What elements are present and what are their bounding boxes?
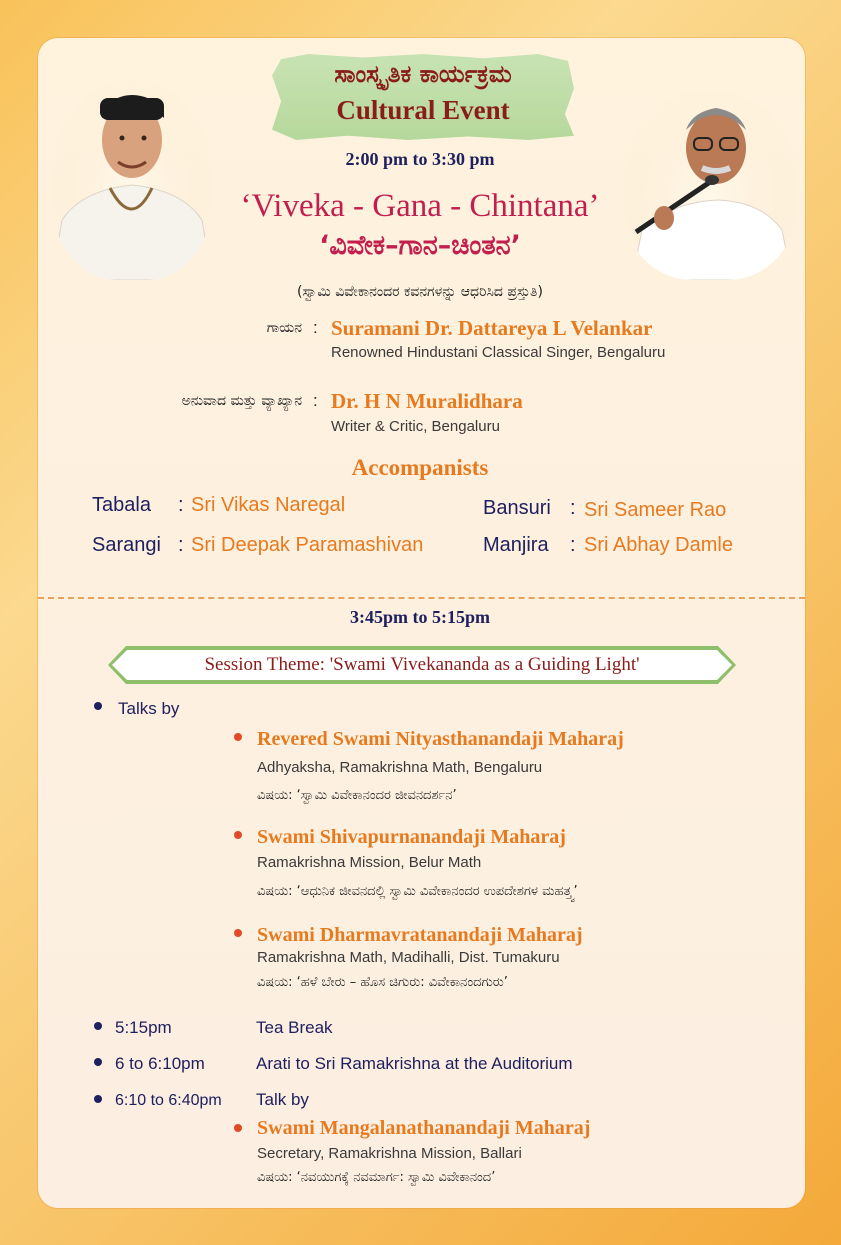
colon: : — [570, 534, 576, 556]
schedule-time: 5:15pm — [115, 1018, 172, 1037]
accompanist-instrument: Sarangi — [92, 534, 161, 556]
schedule-time: 6 to 6:10pm — [115, 1054, 205, 1073]
accompanist-name: Sri Abhay Damle — [584, 534, 733, 556]
final-speaker-name: Swami Mangalanathanandaji Maharaj — [257, 1117, 591, 1139]
singer-name: Suramani Dr. Dattareya L Velankar — [331, 316, 653, 340]
writer-photo — [622, 90, 798, 280]
talks-label: Talks by — [118, 699, 180, 718]
speaker-desc: Ramakrishna Math, Madihalli, Dist. Tumakuru — [257, 949, 560, 966]
colon: : — [178, 494, 184, 516]
final-speaker-topic: ವಿಷಯ: ‘ನವಯುಗಕ್ಕೆ ನವಮಾರ್ಗ: ಸ್ವಾಮಿ ವಿವೇಕಾನಂದ’ — [257, 1170, 496, 1185]
colon: : — [570, 497, 576, 519]
accompanist-name: Sri Vikas Naregal — [191, 494, 346, 516]
speaker-topic: ವಿಷಯ: ‘ಸ್ವಾಮಿ ವಿವೇಕಾನಂದರ ಜೀವನದರ್ಶನ’ — [257, 788, 457, 803]
kannada-title: ಸಾಂಸ್ಕೃತಿಕ ಕಾರ್ಯಕ್ರಮ — [334, 60, 512, 88]
singer-role: ಗಾಯನ — [266, 320, 302, 336]
singer-photo — [52, 80, 212, 280]
speaker-name: Revered Swami Nityasthanandaji Maharaj — [257, 728, 624, 750]
speaker-topic: ವಿಷಯ: ‘ಆಧುನಿಕ ಜೀವನದಲ್ಲಿ ಸ್ವಾಮಿ ವಿವೇಕಾನಂದರ ಉಪದೇಶಗಳ ಮಹತ್ತ್ವ’ — [257, 884, 578, 899]
speaker-name: Swami Dharmavratanandaji Maharaj — [257, 924, 583, 946]
accompanists-heading: Accompanists — [351, 455, 489, 480]
session-theme: Session Theme: 'Swami Vivekananda as a Guiding Light' — [204, 654, 640, 675]
bullet — [94, 1022, 102, 1030]
schedule-time: 6:10 to 6:40pm — [115, 1092, 222, 1109]
singer-desc: Renowned Hindustani Classical Singer, Bengaluru — [331, 344, 666, 361]
speaker-desc: Ramakrishna Mission, Belur Math — [257, 854, 482, 871]
schedule-item: Tea Break — [256, 1018, 333, 1037]
translator-role: ಅನುವಾದ ಮತ್ತು ವ್ಯಾಖ್ಯಾನ — [181, 393, 302, 409]
session1-time: 2:00 pm to 3:30 pm — [345, 149, 495, 169]
accompanist-name: Sri Sameer Rao — [584, 499, 727, 521]
translator-name: Dr. H N Muralidhara — [331, 389, 523, 413]
bullet — [234, 1124, 242, 1132]
bullet — [234, 929, 242, 937]
accompanist-instrument: Manjira — [483, 534, 549, 556]
section-divider — [38, 597, 805, 599]
schedule-item: Talk by — [256, 1090, 309, 1109]
bullet — [234, 733, 242, 741]
speaker-desc: Adhyaksha, Ramakrishna Math, Bengaluru — [257, 759, 543, 776]
bullet — [234, 831, 242, 839]
schedule-item: Arati to Sri Ramakrishna at the Auditorium — [256, 1054, 573, 1073]
session2-time: 3:45pm to 5:15pm — [350, 607, 490, 627]
session1-subtitle-kn: (ಸ್ವಾಮಿ ವಿವೇಕಾನಂದರ ಕವನಗಳನ್ನು ಆಧರಿಸಿದ ಪ್ರಸ್ತುತಿ) — [297, 284, 543, 300]
final-speaker-desc: Secretary, Ramakrishna Mission, Ballari — [257, 1145, 522, 1162]
speaker-name: Swami Shivapurnanandaji Maharaj — [257, 826, 566, 848]
speaker-topic: ವಿಷಯ: ‘ಹಳೆ ಬೇರು – ಹೊಸ ಚಿಗುರು: ವಿವೇಕಾನಂದಗುರು’ — [257, 975, 508, 990]
session1-title-en: ‘Viveka - Gana - Chintana’ — [240, 188, 600, 224]
accompanist-instrument: Tabala — [92, 494, 151, 516]
session1-title-kn: ‘ವಿವೇಕ–ಗಾನ–ಚಿಂತನ’ — [319, 230, 521, 261]
translator-desc: Writer & Critic, Bengaluru — [331, 418, 500, 435]
accompanist-name: Sri Deepak Paramashivan — [191, 534, 424, 556]
english-title: Cultural Event — [336, 95, 510, 125]
accompanist-instrument: Bansuri — [483, 497, 551, 519]
bullet — [94, 702, 102, 710]
bullet — [94, 1058, 102, 1066]
bullet — [94, 1095, 102, 1103]
colon: : — [313, 391, 318, 410]
colon: : — [178, 534, 184, 556]
colon: : — [313, 318, 318, 337]
